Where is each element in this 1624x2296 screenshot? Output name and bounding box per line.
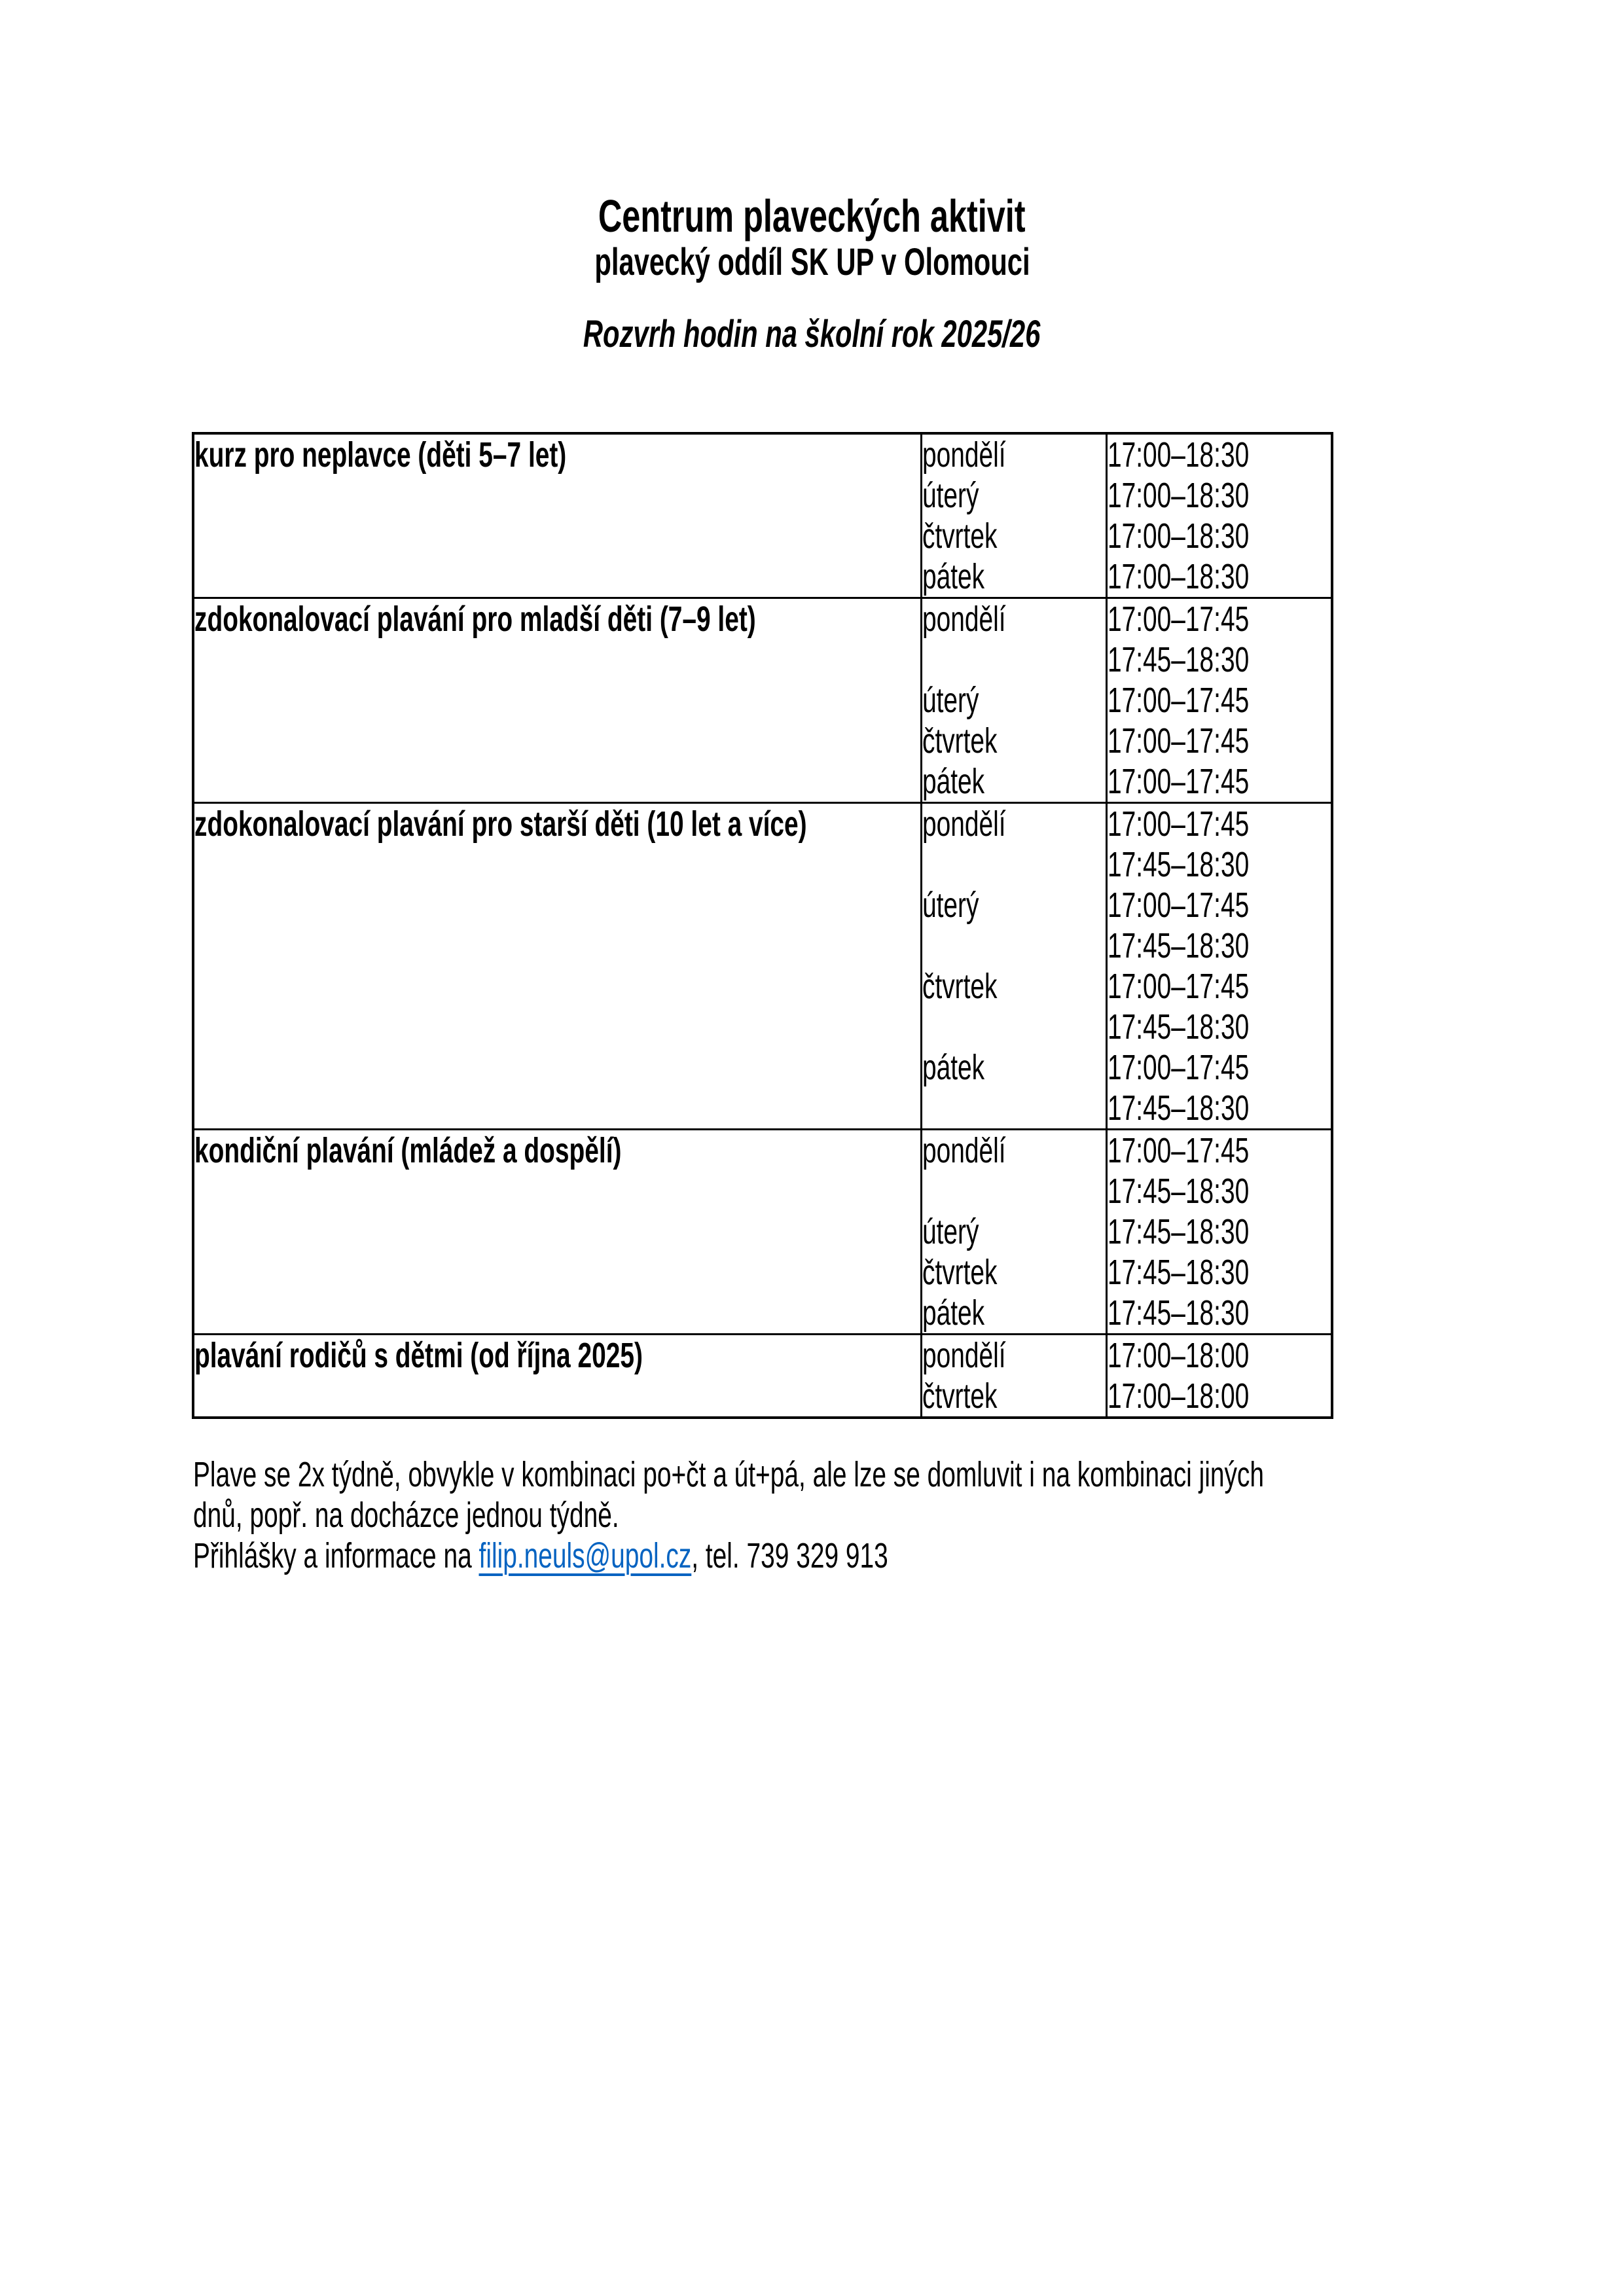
day-label: pátek: [922, 557, 985, 596]
day-cell: [922, 598, 1107, 803]
note-line-1: Plave se 2x týdně, obvykle v kombinaci po+čt a út+pá, ale lze se domluvit i na kombinaci jiných: [193, 1455, 1264, 1494]
time-label: 17:00–17:45: [1108, 804, 1250, 844]
day-label: pondělí: [922, 600, 1006, 639]
day-label: pátek: [922, 1048, 985, 1087]
day-cell: [922, 1335, 1107, 1418]
time-cell: [1107, 433, 1333, 598]
time-cell: [1107, 1130, 1333, 1335]
day-label: [922, 1007, 1055, 1047]
course-cell: [193, 1130, 922, 1335]
course-cell: [193, 1335, 922, 1418]
contact-line: [193, 1535, 1581, 1576]
course-name: kondiční plavání (mládež a dospělí): [194, 1131, 622, 1170]
day-label: pátek: [922, 1293, 985, 1333]
note-line-2: dnů, popř. na docházce jednou týdně.: [193, 1496, 619, 1535]
email-link[interactable]: filip.neuls@upol.cz: [478, 1536, 692, 1575]
time-label: 17:45–18:30: [1108, 1172, 1250, 1211]
time-label: 17:00–17:45: [1108, 600, 1250, 639]
time-label: 17:45–18:30: [1108, 640, 1250, 679]
time-label: 17:00–17:45: [1108, 1131, 1250, 1170]
time-cell: [1107, 1335, 1333, 1418]
table-row: [193, 1335, 1332, 1418]
day-label: pondělí: [922, 1131, 1006, 1170]
day-label: [922, 639, 1055, 680]
schedule-table: [192, 432, 1333, 1419]
time-label: 17:00–17:45: [1108, 721, 1250, 761]
day-label: úterý: [922, 681, 979, 720]
course-name: plavání rodičů s dětmi (od října 2025): [194, 1336, 643, 1375]
day-label: pondělí: [922, 804, 1006, 844]
time-label: 17:00–17:45: [1108, 762, 1250, 801]
time-label: 17:00–17:45: [1108, 967, 1250, 1006]
schedule-table-body: [193, 433, 1332, 1418]
course-name: zdokonalovací plavání pro mladší děti (7–9 let): [194, 600, 756, 639]
time-label: 17:00–18:00: [1108, 1376, 1250, 1416]
time-label: 17:00–17:45: [1108, 681, 1250, 720]
course-name: kurz pro neplavce (děti 5–7 let): [194, 435, 567, 475]
contact-suffix: , tel. 739 329 913: [691, 1536, 888, 1575]
day-label: pondělí: [922, 435, 1006, 475]
day-label: [922, 925, 1055, 966]
course-name: zdokonalovací plavání pro starší děti (10 let a více): [194, 804, 807, 844]
day-label: pátek: [922, 762, 985, 801]
time-label: 17:00–17:45: [1108, 886, 1250, 925]
day-label: [922, 1171, 1055, 1211]
contact-prefix: Přihlášky a informace na: [193, 1536, 479, 1575]
table-row: [193, 598, 1332, 803]
time-label: 17:00–18:30: [1108, 476, 1250, 515]
day-label: [922, 844, 1055, 885]
time-label: 17:00–18:30: [1108, 557, 1250, 596]
course-cell: [193, 598, 922, 803]
time-label: 17:45–18:30: [1108, 1253, 1250, 1292]
time-label: 17:00–17:45: [1108, 1048, 1250, 1087]
page-subtitle: plavecký oddíl SK UP v Olomouci: [594, 241, 1030, 283]
course-cell: [193, 433, 922, 598]
page-title: Centrum plaveckých aktivit: [598, 190, 1026, 242]
day-cell: [922, 1130, 1107, 1335]
day-label: úterý: [922, 476, 979, 515]
time-label: 17:45–18:30: [1108, 1007, 1250, 1047]
time-label: 17:45–18:30: [1108, 845, 1250, 884]
table-row: [193, 1130, 1332, 1335]
time-label: 17:45–18:30: [1108, 926, 1250, 965]
day-cell: [922, 803, 1107, 1130]
time-label: 17:00–18:30: [1108, 435, 1250, 475]
schedule-heading: Rozvrh hodin na školní rok 2025/26: [583, 313, 1041, 355]
table-row: [193, 433, 1332, 598]
time-label: 17:45–18:30: [1108, 1293, 1250, 1333]
course-cell: [193, 803, 922, 1130]
day-label: úterý: [922, 886, 979, 925]
day-label: [922, 1088, 1055, 1128]
day-label: čtvrtek: [922, 967, 998, 1006]
time-label: 17:45–18:30: [1108, 1212, 1250, 1251]
day-label: čtvrtek: [922, 721, 998, 761]
time-cell: [1107, 803, 1333, 1130]
day-label: pondělí: [922, 1336, 1006, 1375]
day-cell: [922, 433, 1107, 598]
time-cell: [1107, 598, 1333, 803]
day-label: úterý: [922, 1212, 979, 1251]
day-label: čtvrtek: [922, 1376, 998, 1416]
time-label: 17:45–18:30: [1108, 1088, 1250, 1128]
document-header: [0, 192, 1624, 357]
day-label: čtvrtek: [922, 516, 998, 556]
day-label: čtvrtek: [922, 1253, 998, 1292]
footer-note: [193, 1454, 1581, 1576]
time-label: 17:00–18:00: [1108, 1336, 1250, 1375]
table-row: [193, 803, 1332, 1130]
time-label: 17:00–18:30: [1108, 516, 1250, 556]
